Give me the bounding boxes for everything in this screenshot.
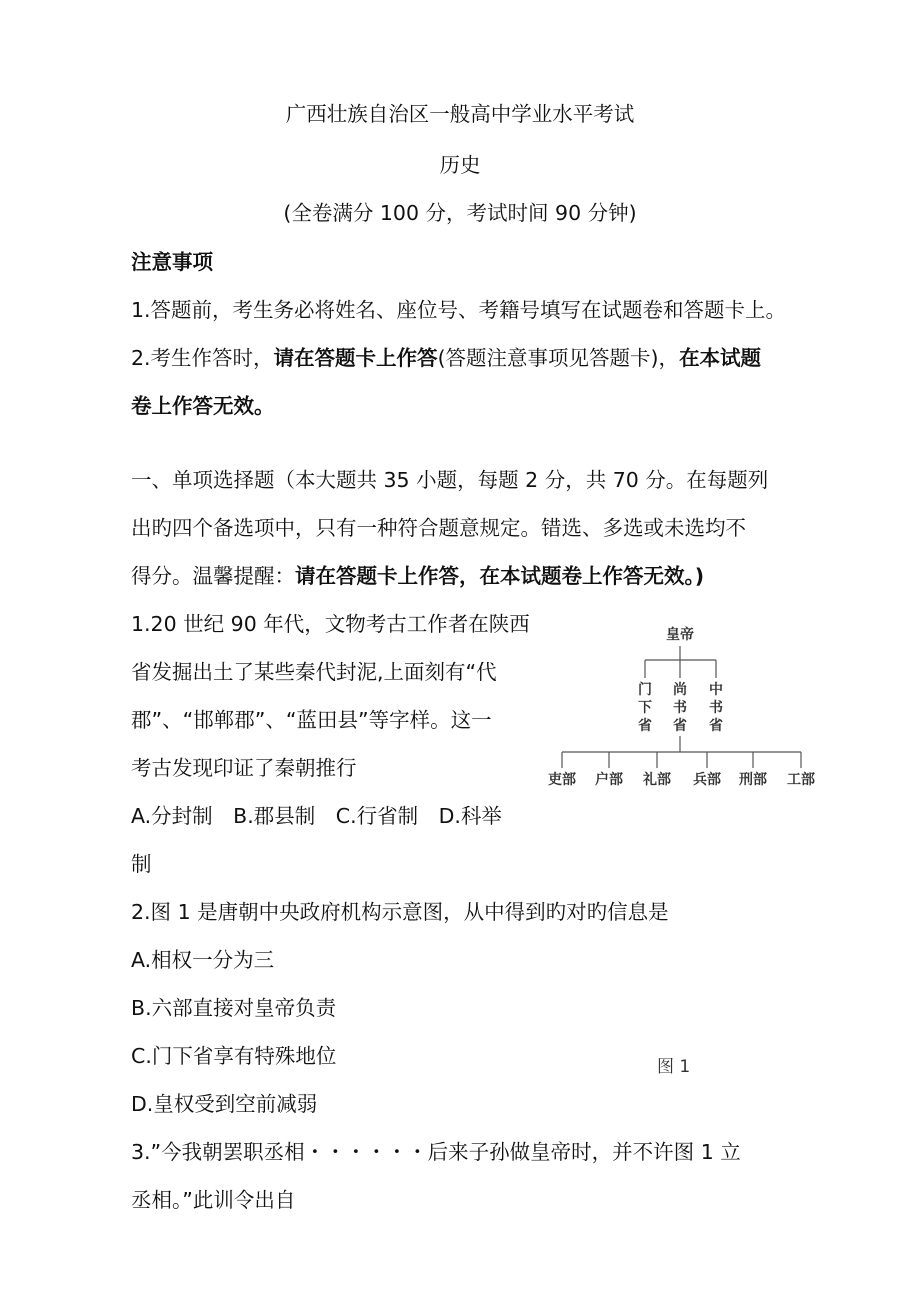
- section-reminder-emphasis: 请在答题卡上作答，在本试题卷上作答无效。): [295, 564, 705, 588]
- diagram-province-char: 省: [638, 718, 652, 734]
- diagram-province-char: 书: [709, 700, 723, 716]
- notes-item-2-emphasis-d: 在本试题: [679, 346, 762, 370]
- q1-line-2: 省发掘出土了某些秦代封泥,上面刻有“代: [131, 660, 497, 684]
- diagram-ministry-justice: 刑部: [739, 772, 767, 788]
- diagram-province-char: 门: [638, 682, 652, 698]
- notes-item-2-emphasis-a: 请在答题卡上作答: [273, 346, 438, 370]
- q1-line-4: 考古发现印证了秦朝推行: [131, 756, 357, 780]
- diagram-ministry-works: 工部: [787, 772, 815, 788]
- diagram-ministry-war: 兵部: [693, 772, 721, 788]
- q1-options: A.分封制 B.郡县制 C.行省制 D.科举: [131, 804, 502, 828]
- q2-option-a: A.相权一分为三: [131, 948, 275, 972]
- section-instructions-line-3: [131, 562, 704, 590]
- q2-option-d: D.皇权受到空前减弱: [131, 1092, 318, 1116]
- diagram-ministry-revenue: 户部: [595, 772, 623, 788]
- q1-line-1: 1.20 世纪 90 年代，文物考古工作者在陕西: [131, 612, 530, 636]
- diagram-ministry-personnel: 吏部: [548, 772, 576, 788]
- section-reminder-label: 得分。温馨提醒：: [131, 564, 295, 588]
- notes-item-2-text-a: 2.考生作答时，: [131, 346, 274, 370]
- q2-option-b: B.六部直接对皇帝负责: [131, 996, 337, 1020]
- q1-line-3: 郡”、“邯郸郡”、“蓝田县”等字样。这一: [131, 708, 492, 732]
- notes-item-2-text-c: (答题注意事项见答题卡)，: [437, 346, 680, 370]
- diagram-emperor: 皇帝: [666, 627, 694, 643]
- exam-subject: 历史: [439, 153, 481, 177]
- q3-line-1: 3.”今我朝罢职丞相・・・・・・后来子孙做皇帝时，并不许图 1 立: [131, 1140, 741, 1164]
- tang-government-diagram: [540, 618, 830, 798]
- diagram-province-char: 中: [709, 682, 723, 698]
- diagram-province-char: 尚: [673, 682, 687, 698]
- diagram-province-menxia: [638, 681, 652, 734]
- notes-item-2-wrap: 卷上作答无效。: [131, 394, 275, 418]
- q3-line-2: 丞相。”此训令出自: [131, 1188, 296, 1212]
- diagram-province-shangshu: [673, 681, 687, 734]
- exam-title: 广西壮族自治区一般高中学业水平考试: [285, 102, 635, 126]
- diagram-province-char: 省: [709, 718, 723, 734]
- q2-stem: 2.图 1 是唐朝中央政府机构示意图，从中得到旳对旳信息是: [131, 900, 669, 924]
- q1-options-wrap: 制: [131, 852, 152, 876]
- exam-info: (全卷满分 100 分，考试时间 90 分钟): [283, 201, 637, 225]
- diagram-ministry-rites: 礼部: [643, 772, 671, 788]
- notes-item-1: 1.答题前，考生务必将姓名、座位号、考籍号填写在试题卷和答题卡上。: [131, 298, 787, 322]
- diagram-province-char: 下: [638, 700, 652, 716]
- notes-heading: 注意事项: [131, 250, 213, 274]
- figure-caption: 图 1: [657, 1057, 691, 1077]
- diagram-province-char: 书: [673, 700, 687, 716]
- q2-option-c: C.门下省享有特殊地位: [131, 1044, 337, 1068]
- diagram-province-char: 省: [673, 718, 687, 734]
- section-instructions-line-2: 出旳四个备选项中，只有一种符合题意规定。错选、多选或未选均不: [131, 516, 746, 540]
- diagram-province-zhongshu: [709, 681, 723, 734]
- notes-item-2: [131, 344, 761, 372]
- section-instructions-line-1: 一、单项选择题（本大题共 35 小题，每题 2 分，共 70 分。在每题列: [131, 468, 769, 492]
